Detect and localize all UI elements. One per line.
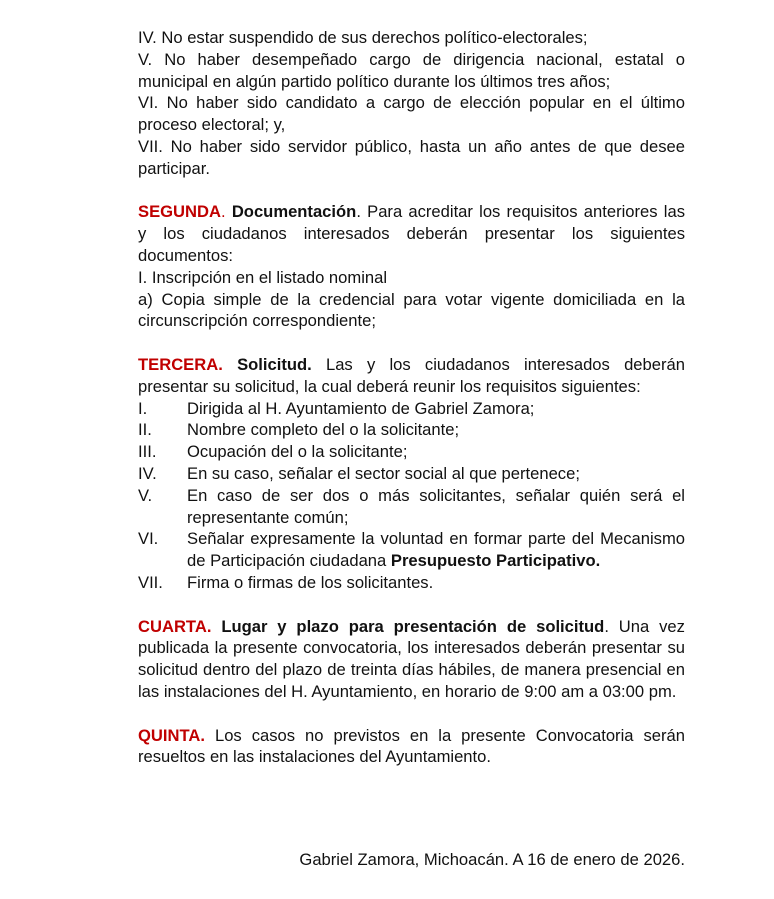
item-text bbox=[187, 528, 685, 572]
clause-title: Solicitud. bbox=[237, 354, 312, 374]
item-text: Nombre completo del o la solicitante; bbox=[187, 420, 460, 440]
clause-text: . Una vez publicada la presente convocatoria, los interesados deberán presentar su solicitud dentro del plazo de treinta días hábiles, de manera presencial en las instalaciones del H. Ayuntamiento, en horario de 9:00 am a 03:00 pm. bbox=[138, 616, 685, 701]
item-number: IV. bbox=[138, 463, 157, 483]
item-number: III. bbox=[138, 442, 157, 462]
clause-label-dot: . bbox=[220, 202, 226, 222]
clause-text: Los casos no previstos en la presente Convocatoria serán resueltos en las instalaciones del Ayuntamiento. bbox=[138, 725, 685, 767]
requirement-iv: IV. No estar suspendido de sus derechos político-electorales; bbox=[138, 28, 588, 47]
clause-quinta bbox=[138, 725, 685, 769]
item-number: I. bbox=[138, 398, 148, 418]
clause-label: SEGUNDA bbox=[138, 202, 221, 222]
document-body bbox=[138, 27, 685, 768]
item-number: VII. bbox=[138, 572, 163, 592]
item-number: VI. bbox=[138, 529, 159, 549]
clause-text: Las y los ciudadanos interesados deberán presentar su solicitud, la cual deberá reunir los requisitos siguientes: bbox=[138, 354, 685, 396]
list-item bbox=[138, 485, 685, 529]
clause-label: TERCERA. bbox=[138, 354, 223, 374]
list-item bbox=[138, 463, 685, 485]
item-text-main: Señalar expresamente la voluntad en formar parte del Mecanismo de Participación ciudadana bbox=[187, 529, 685, 571]
clause-text: . Para acreditar los requisitos anteriores las y los ciudadanos interesados deberán presentar los siguientes documentos: bbox=[138, 202, 685, 265]
requirement-v: V. No haber desempeñado cargo de dirigencia nacional, estatal o municipal en algún partido político durante los últimos tres años; bbox=[138, 49, 685, 91]
list-item bbox=[138, 398, 685, 420]
requirement-vi: VI. No haber sido candidato a cargo de elección popular en el último proceso electoral; y, bbox=[138, 93, 685, 135]
clause-title: Lugar y plazo para presentación de solicitud bbox=[221, 616, 605, 636]
item-number: V. bbox=[138, 485, 153, 505]
list-item bbox=[138, 441, 685, 463]
clause-segunda bbox=[138, 201, 685, 266]
signature-line: Gabriel Zamora, Michoacán. A 16 de enero de 2026. bbox=[299, 850, 685, 869]
item-text: Firma o firmas de los solicitantes. bbox=[187, 572, 434, 592]
clause-label: QUINTA. bbox=[138, 725, 205, 745]
list-item bbox=[138, 572, 685, 594]
document-item: I. Inscripción en el listado nominal bbox=[138, 267, 388, 287]
clause-cuarta bbox=[138, 616, 685, 703]
item-text: Dirigida al H. Ayuntamiento de Gabriel Zamora; bbox=[187, 398, 535, 418]
item-text: En su caso, señalar el sector social al que pertenece; bbox=[187, 463, 580, 483]
clause-tercera bbox=[138, 354, 685, 398]
list-item bbox=[138, 528, 685, 572]
item-text: En caso de ser dos o más solicitantes, señalar quién será el representante común; bbox=[187, 485, 685, 527]
clause-title: Documentación bbox=[231, 202, 357, 222]
item-text-bold: Presupuesto Participativo. bbox=[390, 551, 601, 571]
document-item: a) Copia simple de la credencial para votar vigente domiciliada en la circunscripción correspondiente; bbox=[138, 289, 685, 331]
list-item bbox=[138, 419, 685, 441]
item-number: II. bbox=[138, 420, 152, 440]
item-text: Ocupación del o la solicitante; bbox=[187, 442, 408, 462]
requirement-vii: VII. No haber sido servidor público, hasta un año antes de que desee participar. bbox=[138, 136, 685, 178]
clause-label: CUARTA. bbox=[138, 616, 212, 636]
